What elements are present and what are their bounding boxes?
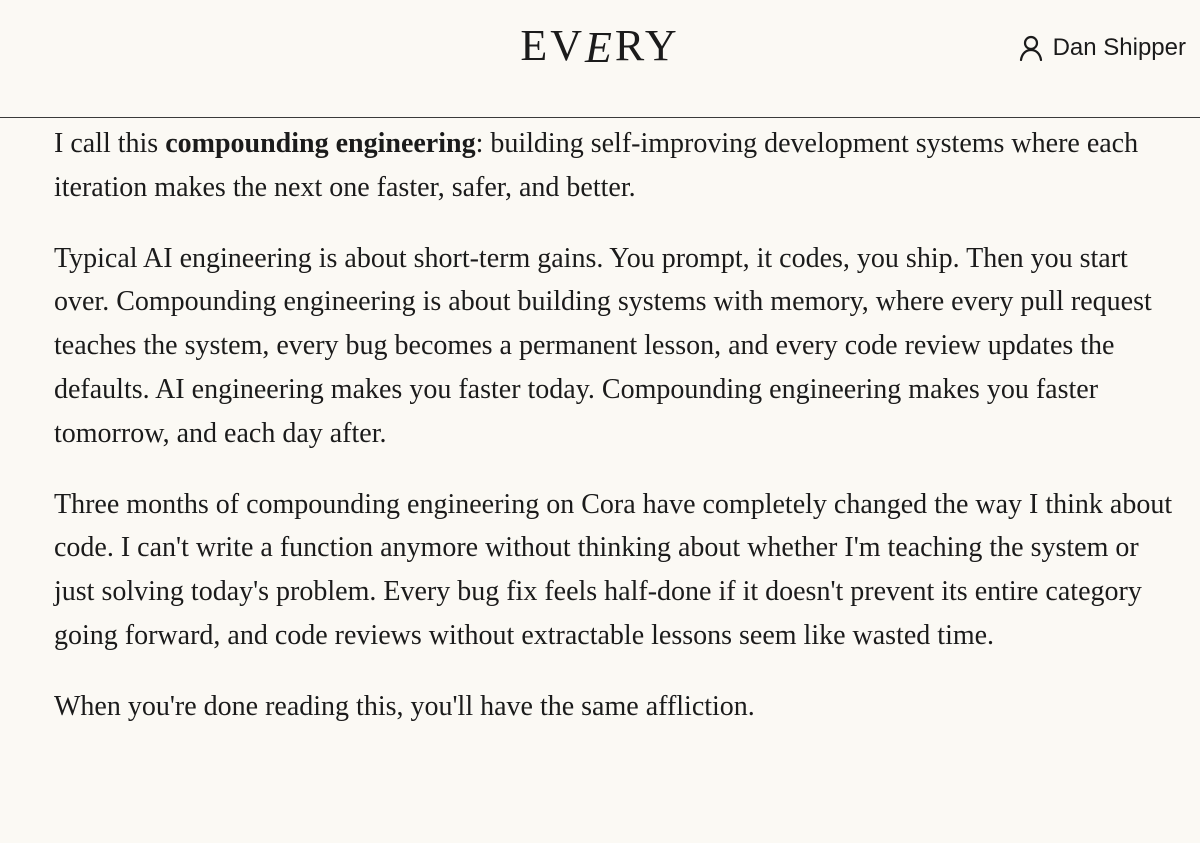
user-name: Dan Shipper [1052, 34, 1186, 61]
paragraph-3: Three months of compounding engineering on Cora have completely changed the way I think about code. I can't write a function anymore without thinking about whether I'm teaching the system or just solving today's problem. Every bug fix feels half-done if it doesn't prevent its entire category going forward, and code reviews without extractable lessons seem like wasted time. [54, 488, 1173, 651]
paragraph-1-rest: : building self-improving development systems where each iteration makes the next one faster, safer, and better. [54, 128, 1139, 203]
article-body [54, 122, 1174, 756]
paragraph-1 [54, 122, 1174, 210]
site-header [0, 0, 1200, 118]
logo-script-letter: E [585, 23, 615, 72]
paragraph-4: When you're done reading this, you'll have the same affliction. [54, 690, 755, 722]
person-icon [1019, 35, 1043, 61]
logo-text-prefix: EV [520, 21, 586, 70]
paragraph-2: Typical AI engineering is about short-term gains. You prompt, it codes, you ship. Then you start over. Compounding engineering is about building systems with memory, where every pull request teaches the system, every bug becomes a permanent lesson, and every code review updates the defaults. AI engineering makes you faster today. Compounding engineering makes you faster tomorrow, and each day after. [54, 242, 1152, 449]
paragraph-1-lead: I call this [54, 128, 166, 159]
paragraph-1-bold-term: compounding engineering [165, 128, 476, 159]
user-account-button[interactable] [1019, 34, 1186, 62]
logo-text-suffix: RY [614, 21, 680, 70]
